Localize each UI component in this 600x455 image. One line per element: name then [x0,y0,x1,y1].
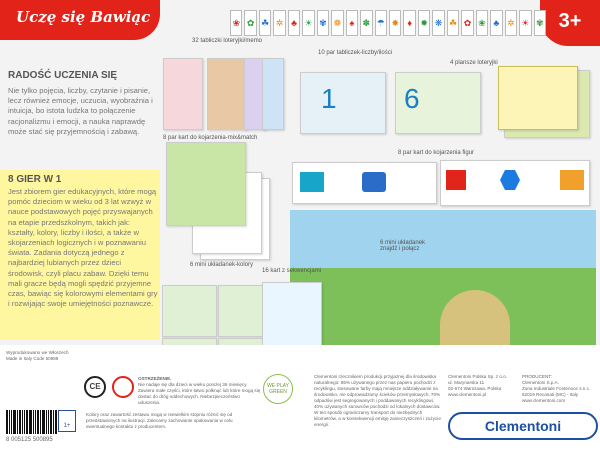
warning-title: OSTRZEŻENIE. [138,376,172,381]
memo-tile: ✲ [505,10,517,36]
shape-rect-icon [300,172,324,192]
barcode-bar [29,410,32,434]
warning-text-2: Kolory oraz zawartość zestawu mogą w niewielkim stopniu różnić się od przedstawionych na ilustracji. Zalecamy zachowanie opakowania w celu ewentualnego kontaktu z producentem. [86,412,233,429]
barcode-bar [53,410,54,434]
mixmatch-card [163,58,203,130]
barcode-bar [11,410,12,434]
memo-tile: ❀ [476,10,488,36]
ce-mark-icon: CE [84,376,106,398]
barcode-bar [19,410,21,434]
we-play-green-logo: WE PLAY GREEN [263,374,293,404]
clementoni-logo: Clementoni [448,412,598,440]
lottery-board [498,66,578,130]
memo-tile: ❀ [230,10,242,36]
caption-sequence: 16 kart z sekwencjami [262,268,322,274]
memo-tile: ✲ [273,10,285,36]
caption-find: 6 mini układanek znajdź i połącz [380,240,426,252]
section2-text: Jest zbiorem gier edukacyjnych, które mogą pomóc dzieciom w wieku od 3 lat wzwyż w nauce podstawowych pojęć przyswajanych na etapie przedszkolnym, takich jak: kształty, kolory, liczby i ilości, a także w skojarzeniach logicznych i w poznawaniu świata. Zadania dotyczą jednego z najbardziej lubianych przez dzieci środowisk, czyli placu zabaw. Dzięki temu mali gracze będą mogli spędzić przyjemne czas, bawiąc się kolorowymi elementami gry i rozwijając swoje umiejętności poznawcze. [8,187,158,309]
barcode-bar [37,410,39,434]
number-card-one: 1 [300,72,386,134]
memo-tile: ♣ [490,10,502,36]
section2-title: 8 GIER W 1 [8,174,62,185]
memo-tile: ✿ [461,10,473,36]
caption-memo: 32 tabliczki loteryjki/memo [192,38,263,44]
memo-tile: ♠ [346,10,358,36]
color-puzzle-front [166,142,246,226]
number-card-six: 6 [395,72,481,134]
eco-text: Clementoni rzecznikiem produkcji przyjaznej dla środowiska naturalnego: 85% używanego przez nas papieru pochodzi z recyklingu, stosowane farby mają mniejsze oddziaływanie na środowisko, nie odprowadzamy ścieków przemysłowych, 70% odpadów jest segregowanych i poddawanych recyklingowi, 40% używanych surowców pochodzi od lokalnych dostawców. W ten sposób ograniczamy transport do niezbędnych kilometrów, a w konsekwencji emisję zanieczyszczeń i zużycie energii. [314,374,441,427]
memo-tile: ✿ [244,10,256,36]
memo-tile: ✾ [534,10,546,36]
memo-tile: ☘ [259,10,271,36]
barcode-bar [26,410,28,434]
memo-strip [230,10,546,36]
memo-tile: ✸ [389,10,401,36]
caption-numbers: 10 par tabliczek-liczby/ilości [318,50,393,56]
memo-tile: ♣ [288,10,300,36]
barcode [6,410,57,434]
barcode-bar [42,410,45,434]
barcode-bar [24,410,25,434]
caption-mixmatch: 8 par kart do kojarzenia-mix&match [163,135,258,141]
shape-square-icon [362,172,386,192]
section1-title: RADOŚĆ UCZENIA SIĘ [8,70,118,81]
age-warning-icon [112,376,134,398]
memo-tile: ✽ [360,10,372,36]
memo-tile: ❋ [432,10,444,36]
mixmatch-card [207,58,247,130]
barcode-bar [9,410,10,434]
memo-tile: ✾ [317,10,329,36]
barcode-bar [35,410,36,434]
barcode-bar [6,410,8,434]
sequence-card [162,285,217,337]
barcode-bar [55,410,57,434]
barcode-bar [22,410,23,434]
memo-tile: ☂ [375,10,387,36]
memo-tile: ☀ [302,10,314,36]
brand-logo: Uczę się Bawiąc [0,0,160,40]
caption-lottery: 4 plansze loteryjki [450,60,498,66]
section1-text: Nie tylko pojęcia, liczby, czytanie i pisanie, lecz również emocje, uczucia, wyobraźnia i intuicja, bo istota ludzka to połączenie racjonalizmu i emocji, a nauka naprawdę może stać się przyjemnością i zabawą. [8,86,153,136]
barcode-number: 8 005125 500895 [6,437,53,443]
barcode-bar [17,410,18,434]
origin-text: Wyprodukowano we Włoszech Made in Italy Code 50889 [6,350,69,361]
memo-tile: ✹ [418,10,430,36]
memo-tile: ♦ [403,10,415,36]
memo-tile: ❁ [331,10,343,36]
age-box-icon: 1+ [58,410,76,432]
caption-shapes: 8 par kart do kojarzenia figur [398,150,475,156]
memo-tile: ☘ [447,10,459,36]
warning-text: Nie nadaje się dla dzieci w wieku poniżej 36 miesięcy. Zawiera małe części, które łatwo połknąć lub które mogą się dostać do dróg oddechowych. Niebezpieczeństwo uduszenia. [138,382,261,405]
barcode-bar [13,410,16,434]
age-badge: 3+ [540,0,600,46]
shape-orange-rect-icon [560,170,584,190]
barcode-bar [46,410,47,434]
shape-red-square-icon [446,170,466,190]
barcode-bar [40,410,41,434]
barcode-bar [33,410,34,434]
address-pl: Clementoni Polska Sp. z o.o. ul. Marynarska 11 02-674 Warszawa, Polska www.clementoni.pl [448,374,507,397]
caption-colors: 6 mini układanek-kolory [190,262,254,268]
barcode-bar [48,410,49,434]
address-producer: PRODUCENT: Clementoni S.p.A. Zona Industriale Fontenoce s.n.c. 62019 Recanati (MC) - Italy www.clementoni.com [522,374,591,403]
memo-tile: ☀ [519,10,531,36]
barcode-bar [50,410,52,434]
mixmatch-card [262,58,284,130]
